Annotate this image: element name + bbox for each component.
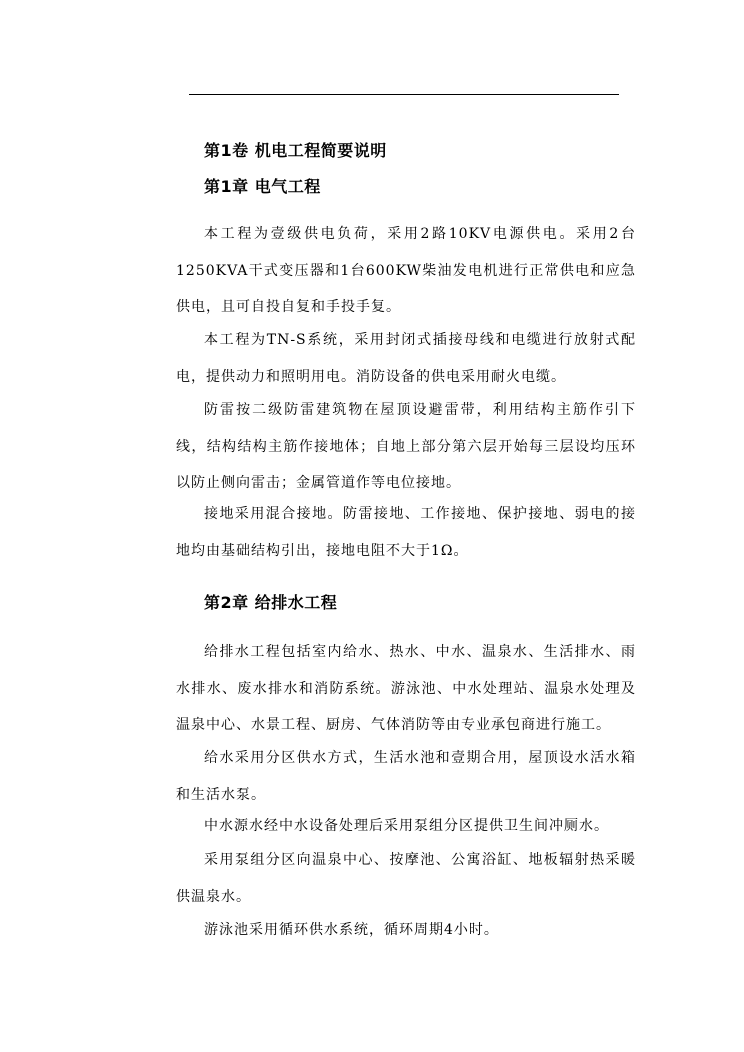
chapter-1-paragraph-3: 防雷按二级防雷建筑物在屋顶设避雷带，利用结构主筋作引下线，结构结构主筋作接地体；自地上部分第六层开始每三层设均压环以防止侧向雷击；金属管道作等电位接地。 bbox=[176, 402, 636, 491]
chapter-1-title: 第1章 电气工程 bbox=[204, 177, 321, 196]
volume-title: 第1卷 机电工程简要说明 bbox=[204, 141, 387, 160]
chapter-2-title: 第2章 给排水工程 bbox=[204, 593, 338, 612]
chapter-2-paragraph-2: 给水采用分区供水方式，生活水池和壹期合用，屋顶设水活水箱和生活水泵。 bbox=[176, 750, 636, 803]
chapter-1-paragraph-4: 接地采用混合接地。防雷接地、工作接地、保护接地、弱电的接地均由基础结构引出，接地电阻不大于1Ω。 bbox=[176, 506, 636, 559]
chapter-2-paragraph-1: 给排水工程包括室内给水、热水、中水、温泉水、生活排水、雨水排水、废水排水和消防系统。游泳池、中水处理站、温泉水处理及温泉中心、水景工程、厨房、气体消防等由专业承包商进行施工。 bbox=[176, 644, 636, 733]
chapter-1-paragraph-2: 本工程为TN-S系统，采用封闭式插接母线和电缆进行放射式配电，提供动力和照明用电。消防设备的供电采用耐火电缆。 bbox=[176, 332, 636, 385]
chapter-1-paragraph-1: 本工程为壹级供电负荷，采用2路10KV电源供电。采用2台1250KVA干式变压器和1台600KW柴油发电机进行正常供电和应急供电，且可自投自复和手投手复。 bbox=[176, 226, 636, 315]
chapter-2-paragraph-5: 游泳池采用循环供水系统，循环周期4小时。 bbox=[204, 922, 499, 938]
chapter-2-paragraph-3: 中水源水经中水设备处理后采用泵组分区提供卫生间冲厕水。 bbox=[204, 818, 609, 834]
chapter-2-paragraph-4: 采用泵组分区向温泉中心、按摩池、公寓浴缸、地板辐射热采暖供温泉水。 bbox=[176, 852, 636, 905]
header-rule bbox=[189, 94, 619, 95]
